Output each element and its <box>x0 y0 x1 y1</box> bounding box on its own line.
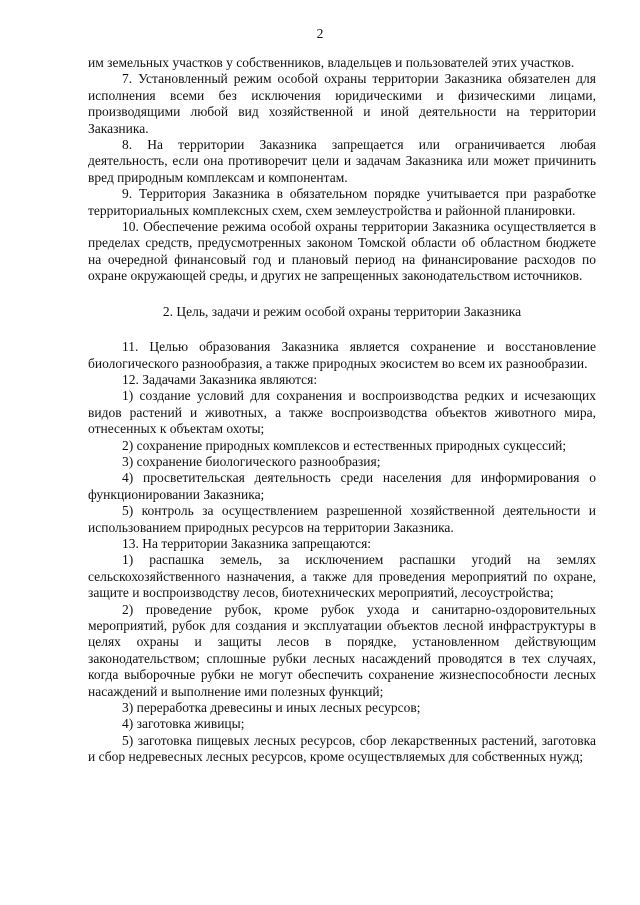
paragraph-9: 9. Территория Заказника в обязательном порядке учитывается при разработке территориальных комплексных схем, схем землеустройства и районной планировки. <box>88 186 596 218</box>
paragraph-12: 12. Задачами Заказника являются: <box>122 371 318 387</box>
list-item-13-1: 1) распашка земель, за исключением распашки угодий на землях сельскохозяйственного назначения, а также для проведения мероприятий по охране, защите и воспроизводству лесов, биотехнических мероприятий, лесоустройства; <box>88 552 596 601</box>
list-item-12-2: 2) сохранение природных комплексов и естественных природных сукцессий; <box>122 437 567 453</box>
list-item-12-5: 5) контроль за осуществлением разрешенной хозяйственной деятельности и использованием природных ресурсов на территории Заказника. <box>88 503 596 535</box>
list-item-13-5: 5) заготовка пищевых лесных ресурсов, сбор лекарственных растений, заготовка и сбор недревесных лесных ресурсов, кроме осуществляемых для собственных нужд; <box>88 732 596 765</box>
list-item-12-4: 4) просветительская деятельность среди населения для информирования о функционировании Заказника; <box>88 470 596 502</box>
paragraph-continuation: им земельных участков у собственников, владельцев и пользователей этих участков. <box>88 55 575 70</box>
section-title: 2. Цель, задачи и режим особой охраны территории Заказника <box>162 303 522 319</box>
document-body <box>88 55 596 766</box>
list-item-13-3: 3) переработка древесины и иных лесных ресурсов; <box>122 700 421 716</box>
paragraph-10: 10. Обеспечение режима особой охраны территории Заказника осуществляется в пределах средств, предусмотренных законом Томской области об областном бюджете на очередной финансовый год и плановый период на финансирование расходов по охране окружающей среды, и других не запрещенных законодательством источников. <box>88 219 596 284</box>
list-item-12-3: 3) сохранение биологического разнообразия; <box>122 453 381 469</box>
paragraph-13: 13. На территории Заказника запрещаются: <box>122 535 372 551</box>
paragraph-11: 11. Целью образования Заказника является сохранение и восстановление биологического разнообразия, а также природных экосистем во всем их разнообразии. <box>88 339 596 371</box>
paragraph-7: 7. Установленный режим особой охраны территории Заказника обязателен для исполнения всеми без исключения юридическими и физическими лицами, производящими любой вид хозяйственной и иной деятельности на территории Заказника. <box>88 71 596 136</box>
list-item-13-4: 4) заготовка живицы; <box>122 716 245 732</box>
list-item-13-2: 2) проведение рубок, кроме рубок ухода и санитарно-оздоровительных мероприятий, рубок для создания и эксплуатации объектов лесной инфраструктуры в целях охраны и защиты лесов в порядке, установленном действующим законодательством; сплошные рубки лесных насаждений проводятся в тех случаях, когда выборочные рубки не могут обеспечить сохранение жизнеспособности лесных насаждений и выполнение ими полезных функций; <box>88 601 596 699</box>
paragraph-8: 8. На территории Заказника запрещается или ограничивается любая деятельность, если она противоречит цели и задачам Заказника или может причинить вред природным комплексам и компонентам. <box>88 137 596 185</box>
page-number: 2 <box>316 26 324 41</box>
list-item-12-1: 1) создание условий для сохранения и воспроизводства редких и исчезающих видов растений и животных, а также воспроизводства объектов животного мира, отнесенных к объектам охоты; <box>88 388 596 437</box>
